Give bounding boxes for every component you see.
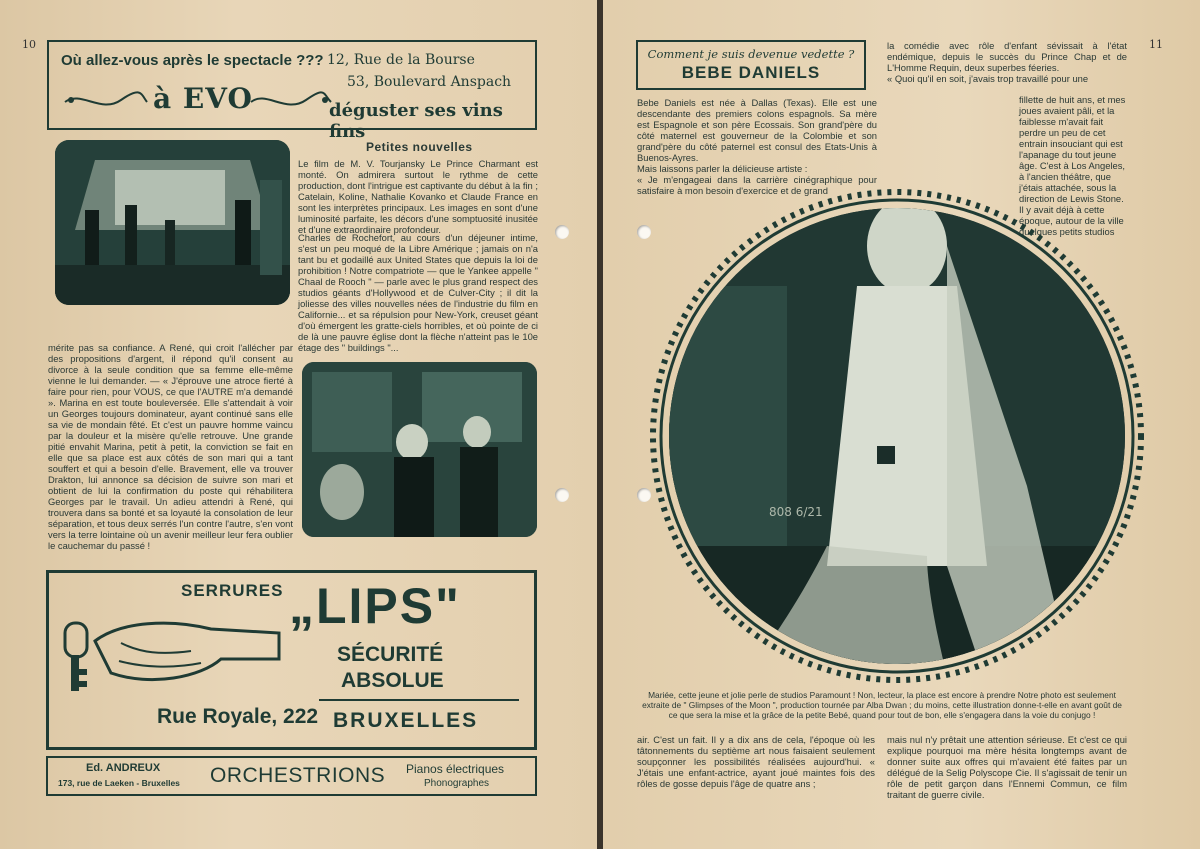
lips-city: BRUXELLES <box>333 709 479 732</box>
intro-text <box>637 97 877 196</box>
evo-question: Où allez-vous après le spectacle ??? <box>61 52 324 69</box>
article-header <box>636 40 866 90</box>
left-page <box>0 0 597 849</box>
news-p2-text: Charles de Rochefort, au cours d'un déjeuner intime, s'est un peu moqué de la Libre Amérique ; jamais on n'a tant bu et godaillé aux United States que depuis la loi de prohibition ! Notre compatriote — que le Yankee appelle " Chaal de Rooch " — parle avec le plus grand respect des studios géants d'Hollywood et de Culver-City ; il dit la joliesse des villes nouvelles nées de l'industrie du film en Californie... et sa répulsion pour New-York, creuset géant d'où émergent les gratte-ciels horribles, et où pointe de ci de là une pauvre église dont la flèche n'atteint pas le 10e étage des " buildings "... <box>298 232 538 353</box>
lips-address: Rue Royale, 222 <box>157 705 319 728</box>
scene-photo-image <box>302 362 537 537</box>
lips-line-2: ABSOLUE <box>341 669 444 692</box>
lips-label: SERRURES <box>181 581 284 600</box>
page-number-left: 10 <box>22 38 36 51</box>
article-question: Comment je suis devenue vedette ? <box>647 47 855 61</box>
right-page <box>603 0 1200 849</box>
page-number-right: 11 <box>1149 38 1163 51</box>
top-right-p2: « Quoi qu'il en soit, j'avais trop travaillé pour une <box>887 73 1089 84</box>
evo-brand <box>61 80 336 120</box>
evo-address-1: 12, Rue de la Bourse <box>327 52 475 68</box>
lips-brand: „LIPS" <box>289 578 461 634</box>
evo-ad <box>47 40 537 142</box>
evo-address-2: 53, Boulevard Anspach <box>347 74 512 90</box>
story-text-content: mérite pas sa confiance. A René, qui croit l'allécher par des propositions d'argent, il répond qu'il consent au divorce à la seule condition que sa femme elle-même vienne le lui demander. — « J'éprouve une atroce fierté à faire pour rien, pour VOUS, ce que l'AUTRE m'a demandé ». Marina en est toute bouleversée. Elle s'attendait à voir un Georges toujours dominateur, ayant continué sans elle sa vie de mondain fêté. Et c'est un pauvre homme vaincu par la douleur et la misère qu'elle retrouve. Une grande pitié envahit Marina, petit à petit, la conviction se fait en elle que sa place est aux côtés de son mari qui a tant souffert et qui a besoin d'elle. Bravement, elle va trouver Drakton, lui annonce sa décision de suivre son mari et obtient de lui la confirmation du poste qui réhabilitera Georges par le travail. Un adieu attendri à René, qui trouvera dans sa bonté et sa loyauté la consolation de leur séparation, et tous deux serrés l'un contre l'autre, s'en vont vers la terre lointaine où un avenir meilleur leur fera oublier le cauchemar du passé ! <box>48 342 293 551</box>
binder-hole-top-right <box>637 225 651 239</box>
intro-p3: « Je m'engageai dans la carrière cinégraphique pour satisfaire à mon besoin d'exercice et de grand <box>637 174 877 196</box>
orch-product: Pianos électriques <box>406 762 505 776</box>
news-p1-text: Le film de M. V. Tourjansky Le Prince Charmant est monté. On admirera surtout le rythme de cette production, dont l'intrigue est captivante du début à la fin ; Catelain, Koline, Nathalie Kovanko et Claude France en sont les interprètes principaux. Les images en sont d'une luminosité parfaite, les décors d'une somptuosité inusitée et d'une extraordinaire profondeur. <box>298 158 538 235</box>
lips-ad <box>46 570 537 750</box>
photo-caption: Mariée, cette jeune et jolie perle de studios Paramount ! Non, lecteur, la place est encore à prendre Notre photo est seulement extraite de " Glimpses of the Moon ", production tournée par Alba Dwan ; du moins, cette illustration donne-t-elle en avant goût de ce que sera la mise et la grâce de la petite Bebé, quand pour tout de bon, elle s'engagera dans la voie du conjugo ! <box>642 690 1122 720</box>
top-right-text <box>887 40 1127 84</box>
side-text-content: fillette de huit ans, et mes joues avaient pâli, et la faiblesse m'avait fait perdre un peu de cet entrain insouciant qui est l'apanage du tout jeune âge. C'est à Los Angeles, à l'ancien théâtre, que j'étais attachée, sous la direction de Lewis Stone. Il y avait déjà à cette époque, autour de la ville quelques petits studios <box>1019 94 1126 237</box>
orch-name: Ed. ANDREUX <box>86 762 161 774</box>
binder-hole-bottom-left <box>555 488 569 502</box>
story-text <box>48 342 293 551</box>
film-set-photo-image <box>55 140 290 305</box>
lips-divider <box>319 699 519 701</box>
article-title: BEBE DANIELS <box>681 63 821 82</box>
bottom-column-1: air. C'est un fait. Il y a dix ans de cela, l'époque où les tâtonnements du septième art nous faisaient seulement soupçonner les possibilités réalisées aujourd'hui. « J'étais une enfant-actrice, ayant joué maintes fois des rôles de gosse depuis l'âge de quatre ans ; <box>637 734 875 789</box>
news-paragraph-2 <box>298 232 538 353</box>
film-set-photo <box>55 140 290 305</box>
intro-p1: Bebe Daniels est née à Dallas (Texas). Elle est une descendante des premiers colons espagnols. Sa mère est Espagnole et son père Ecossais. Son grand'père du côté maternel est gouverneur de la Colombie et son grand'père du côté paternel est consul des Etats-Unis à Buenos-Ayres. <box>637 97 877 163</box>
hand-key-icon <box>61 603 291 703</box>
orch-sub: Phonographes <box>424 778 490 789</box>
lips-line-1: SÉCURITÉ <box>337 643 444 666</box>
orch-address: 173, rue de Laeken - Bruxelles <box>58 778 180 788</box>
news-title: Petites nouvelles <box>366 140 473 154</box>
binder-hole-top-left <box>555 225 569 239</box>
evo-tagline: déguster ses vins fins <box>329 100 503 142</box>
photo-mark: 808 6/21 <box>769 505 823 519</box>
top-right-p1: la comédie avec rôle d'enfant sévissait à l'état endémique, depuis le succès du Prince Chap et de L'Homme Requin, deux superbes féeries. <box>887 40 1127 73</box>
scene-photo <box>302 362 537 537</box>
orchestrions-ad <box>46 756 537 796</box>
orch-main: ORCHESTRIONS <box>210 764 386 787</box>
bride-photo <box>647 186 1147 686</box>
binder-hole-bottom-right <box>637 488 651 502</box>
intro-p2: Mais laissons parler la délicieuse artiste : <box>637 163 808 174</box>
evo-name: à EVO <box>153 82 253 115</box>
bottom-column-2: mais nul n'y prêtait une attention sérieuse. Et c'est ce qui explique pourquoi ma mère hésita longtemps avant de donner suite aux offres qui m'avaient été faites par un délégué de la Selig Polyscope Cie. Il s'agissait de tenir un rôle de petit garçon dans l'Ennemi Commun, ce film traitant de guerre civile. <box>887 734 1127 800</box>
news-paragraph-1 <box>298 158 538 235</box>
